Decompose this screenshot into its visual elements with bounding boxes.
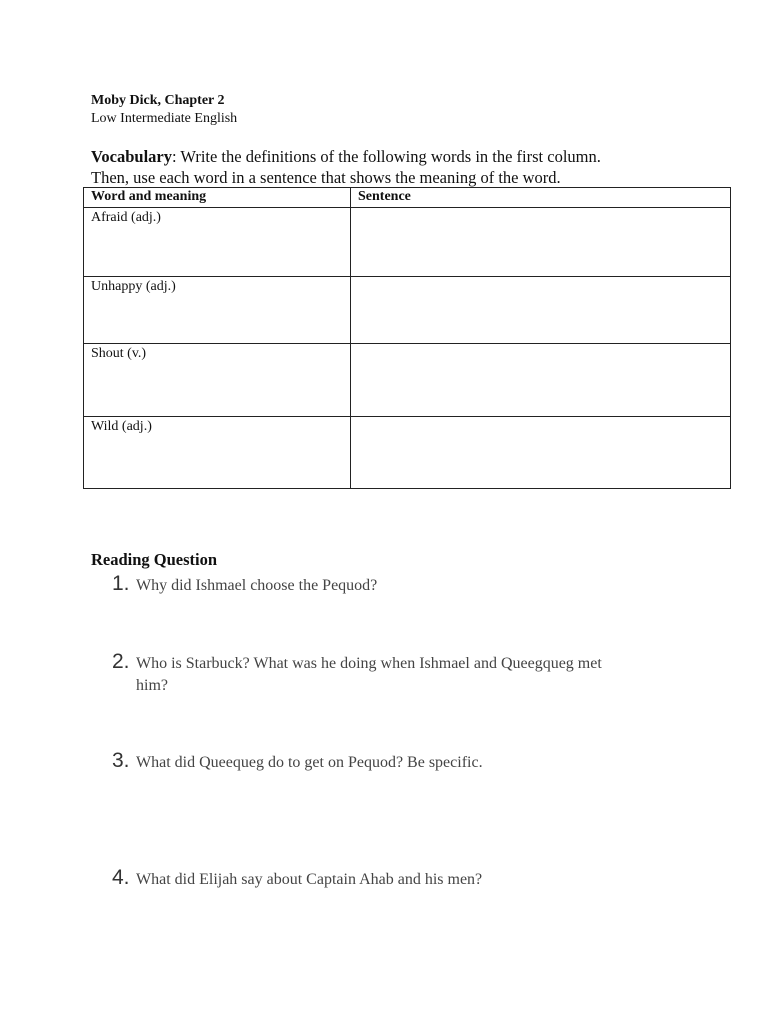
- question-item: [112, 573, 672, 597]
- question-number: 4.: [112, 866, 130, 889]
- sentence-cell[interactable]: [351, 208, 731, 277]
- question-text: Who is Starbuck? What was he doing when Ishmael and Queegqueg met: [136, 655, 602, 672]
- vocabulary-heading: Vocabulary: [91, 147, 172, 166]
- column-header-word: Word and meaning: [84, 188, 351, 208]
- vocabulary-table: [83, 187, 731, 489]
- column-header-sentence: Sentence: [351, 188, 731, 208]
- table-row: [84, 208, 731, 277]
- question-item: [112, 750, 672, 774]
- question-number: 2.: [112, 650, 130, 673]
- question-text: What did Elijah say about Captain Ahab and his men?: [136, 871, 483, 888]
- question-text-continued: him?: [136, 677, 168, 694]
- question-item: [112, 867, 672, 891]
- question-number: 1.: [112, 572, 130, 595]
- question-text: What did Queequeg do to get on Pequod? Be specific.: [136, 754, 483, 771]
- word-cell[interactable]: Unhappy (adj.): [84, 277, 351, 344]
- table-header-row: [84, 188, 731, 208]
- reading-question-heading: Reading Question: [91, 550, 218, 569]
- sentence-cell[interactable]: [351, 277, 731, 344]
- word-cell[interactable]: Shout (v.): [84, 344, 351, 417]
- word-cell[interactable]: Wild (adj.): [84, 417, 351, 489]
- table-row: [84, 344, 731, 417]
- table-row: [84, 417, 731, 489]
- worksheet-title: Moby Dick, Chapter 2: [91, 93, 225, 108]
- course-level: Low Intermediate English: [91, 111, 238, 126]
- instructions-line2: Then, use each word in a sentence that shows the meaning of the word.: [91, 168, 561, 187]
- instructions-line1: : Write the definitions of the following words in the first column.: [172, 147, 601, 166]
- vocabulary-instructions: [91, 146, 751, 188]
- question-item: [112, 651, 672, 697]
- table-row: [84, 277, 731, 344]
- sentence-cell[interactable]: [351, 344, 731, 417]
- question-number: 3.: [112, 749, 130, 772]
- word-cell[interactable]: Afraid (adj.): [84, 208, 351, 277]
- sentence-cell[interactable]: [351, 417, 731, 489]
- question-text: Why did Ishmael choose the Pequod?: [136, 577, 378, 594]
